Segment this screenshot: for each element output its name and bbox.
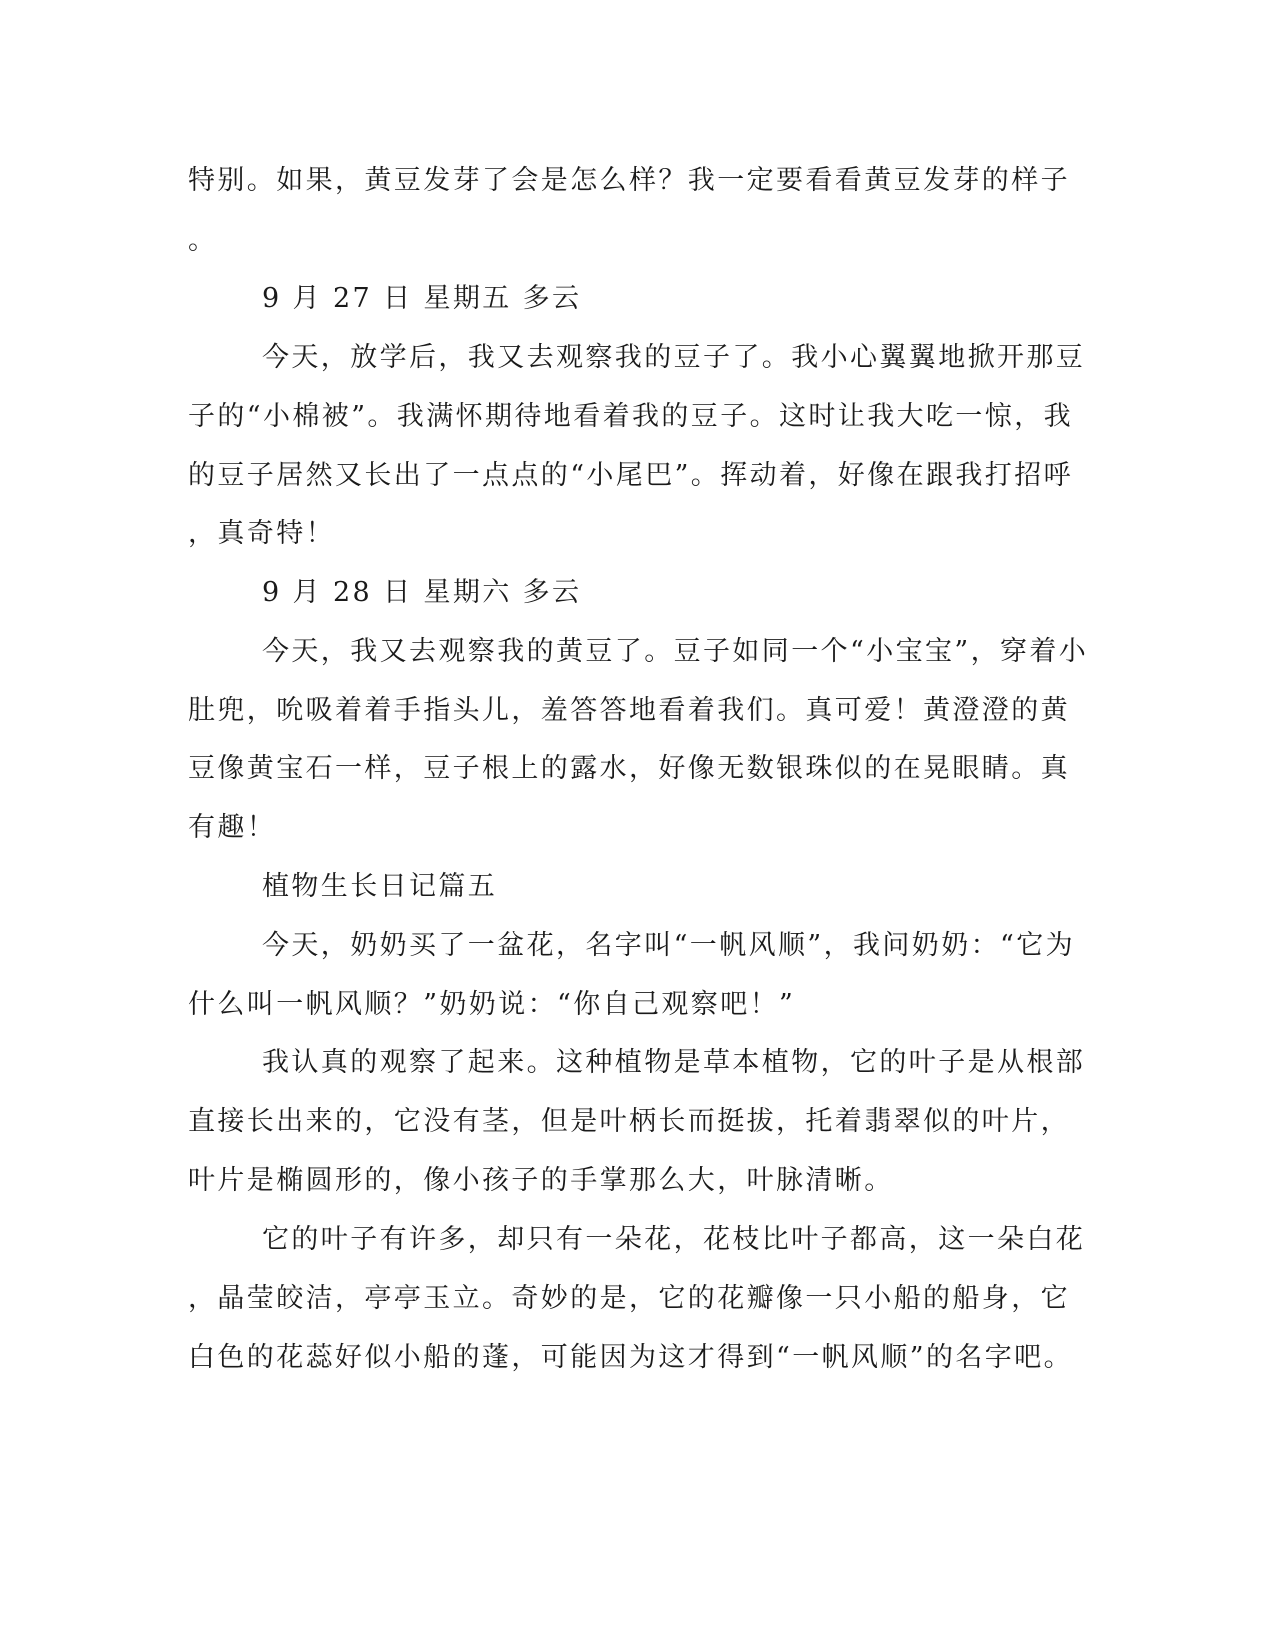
text-line: 。 (188, 225, 218, 256)
text-line: 今天，奶奶买了一盆花，名字叫“一帆风顺”，我问奶奶：“它为 (262, 930, 1076, 961)
text-line: 肚兜，吮吸着着手指头儿，羞答答地看着我们。真可爱！黄澄澄的黄 (188, 695, 1070, 726)
text-line: 有趣！ (188, 812, 277, 843)
text-line: 今天，放学后，我又去观察我的豆子了。我小心翼翼地掀开那豆 (262, 342, 1086, 373)
text-line: 直接长出来的，它没有茎，但是叶柄长而挺拔，托着翡翠似的叶片， (188, 1106, 1070, 1137)
text-line: 子的“小棉被”。我满怀期待地看着我的豆子。这时让我大吃一惊，我 (188, 401, 1074, 432)
text-line: ，真奇特！ (188, 518, 335, 549)
text-line: ，晶莹皎洁，亭亭玉立。奇妙的是，它的花瓣像一只小船的船身，它 (188, 1283, 1070, 1314)
text-line: 豆像黄宝石一样，豆子根上的露水，好像无数银珠似的在晃眼睛。真 (188, 753, 1070, 784)
diary-date-heading: 9 月 27 日 星期五 多云 (262, 283, 582, 314)
text-line: 的豆子居然又长出了一点点的“小尾巴”。挥动着，好像在跟我打招呼 (188, 460, 1074, 491)
section-heading: 植物生长日记篇五 (262, 871, 498, 902)
text-line: 我认真的观察了起来。这种植物是草本植物，它的叶子是从根部 (262, 1047, 1086, 1078)
text-line: 什么叫一帆风顺？”奶奶说：“你自己观察吧！” (188, 989, 796, 1020)
text-line: 今天，我又去观察我的黄豆了。豆子如同一个“小宝宝”，穿着小 (262, 636, 1089, 667)
text-line: 它的叶子有许多，却只有一朵花，花枝比叶子都高，这一朵白花 (262, 1224, 1086, 1255)
text-line: 白色的花蕊好似小船的蓬，可能因为这才得到“一帆风顺”的名字吧。 (188, 1342, 1074, 1373)
text-line: 叶片是椭圆形的，像小孩子的手掌那么大，叶脉清晰。 (188, 1165, 894, 1196)
text-line: 特别。如果，黄豆发芽了会是怎么样？我一定要看看黄豆发芽的样子 (188, 165, 1070, 196)
diary-date-heading: 9 月 28 日 星期六 多云 (262, 577, 582, 608)
